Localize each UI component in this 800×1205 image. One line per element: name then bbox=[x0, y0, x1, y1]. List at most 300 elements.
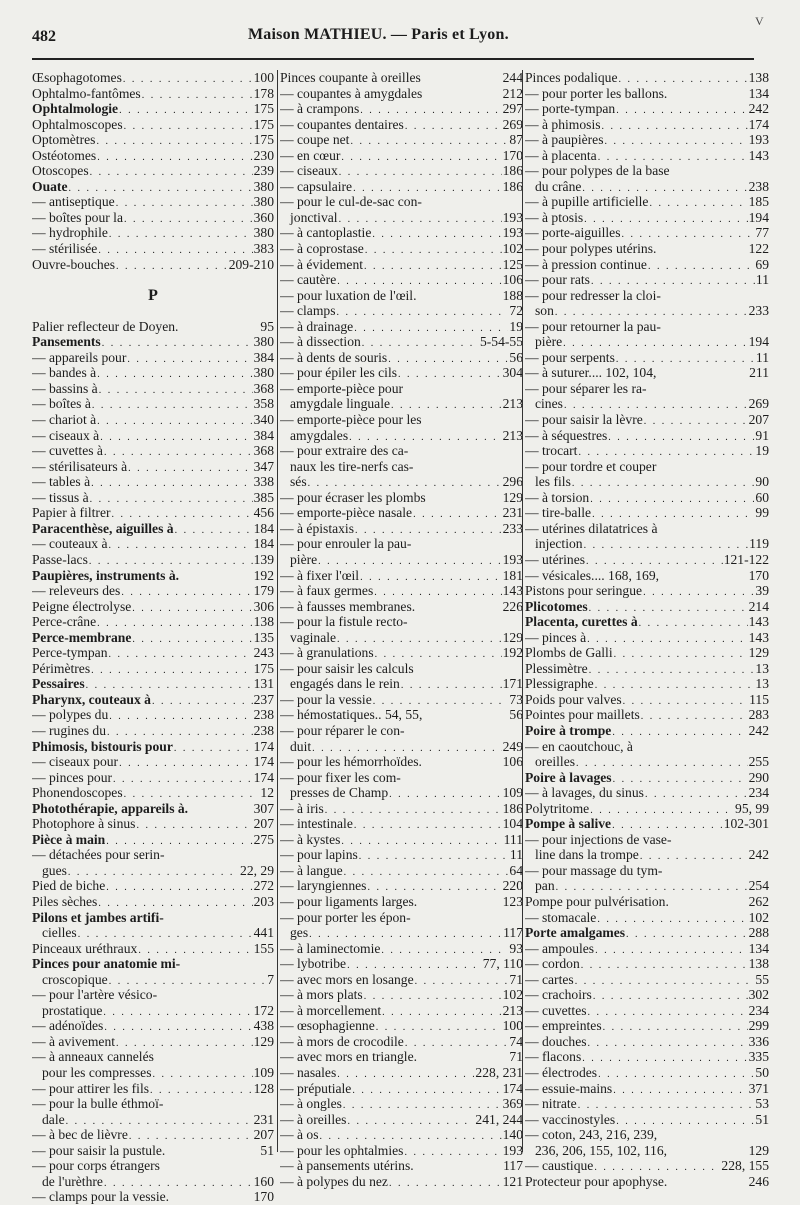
dot-leader bbox=[593, 1160, 720, 1174]
index-entry bbox=[280, 334, 523, 350]
index-entry bbox=[32, 599, 274, 615]
page-ref: 155 bbox=[253, 940, 274, 956]
index-entry bbox=[525, 583, 769, 599]
index-entry bbox=[280, 241, 523, 257]
page-ref: 122 bbox=[748, 241, 769, 257]
entry-term: — intestinale bbox=[280, 816, 353, 832]
entry-term: Palier reflecteur de Doyen. bbox=[32, 318, 179, 334]
dot-leader bbox=[404, 119, 502, 133]
entry-term: — à dents de souris bbox=[280, 349, 388, 365]
index-entry bbox=[525, 956, 769, 972]
index-entry bbox=[32, 536, 274, 552]
dot-leader bbox=[340, 150, 501, 164]
index-entry bbox=[525, 443, 769, 459]
dot-leader bbox=[366, 880, 501, 894]
entry-term: — pour tordre et couper bbox=[525, 458, 657, 474]
dot-leader bbox=[577, 1098, 755, 1112]
page-ref: 174 bbox=[253, 769, 274, 785]
index-entry bbox=[525, 194, 769, 210]
dot-leader bbox=[123, 787, 260, 801]
dot-leader bbox=[577, 445, 754, 459]
index-entry bbox=[525, 412, 769, 428]
page-ref: 234 bbox=[748, 1002, 769, 1018]
dot-leader bbox=[97, 243, 252, 257]
entry-term: Perce-membrane bbox=[32, 629, 132, 645]
entry-term: — porte-aiguilles bbox=[525, 225, 621, 241]
entry-term: — polypes du bbox=[32, 707, 109, 723]
dot-leader bbox=[338, 165, 502, 179]
index-entry bbox=[32, 614, 274, 630]
index-entry bbox=[525, 614, 769, 630]
entry-term: — pour saisir les calculs bbox=[280, 660, 414, 676]
entry-term: — coupantes dentaires bbox=[280, 116, 404, 132]
entry-term: — emporte-pièce nasale bbox=[280, 505, 413, 521]
index-entry bbox=[32, 832, 274, 848]
index-entry bbox=[32, 1158, 274, 1174]
index-entry bbox=[525, 350, 769, 366]
page-ref: 262 bbox=[748, 893, 769, 909]
dot-leader bbox=[352, 181, 502, 195]
page-ref: 230 bbox=[253, 147, 274, 163]
entry-term: Otoscopes bbox=[32, 163, 89, 179]
index-entry bbox=[32, 210, 274, 226]
dot-leader bbox=[390, 398, 502, 412]
index-columns bbox=[32, 70, 769, 1205]
page-ref: 244 bbox=[502, 70, 523, 85]
index-entry bbox=[280, 443, 523, 459]
dot-leader bbox=[604, 134, 748, 148]
entry-term: — pour injections de vase- bbox=[525, 831, 672, 847]
page-ref: 380 bbox=[253, 178, 274, 194]
index-entry bbox=[280, 225, 523, 241]
index-column-2 bbox=[277, 70, 523, 1189]
index-entry bbox=[280, 381, 523, 397]
dot-leader bbox=[613, 647, 748, 661]
dot-leader bbox=[105, 880, 252, 894]
index-entry bbox=[32, 661, 274, 677]
index-entry bbox=[525, 86, 769, 102]
page-ref: 336 bbox=[748, 1033, 769, 1049]
index-entry bbox=[32, 1143, 274, 1159]
index-entry bbox=[280, 319, 523, 335]
page-ref: 233 bbox=[502, 520, 523, 536]
dot-leader bbox=[108, 709, 252, 723]
dot-leader bbox=[346, 1114, 474, 1128]
index-entry bbox=[32, 645, 274, 661]
index-entry bbox=[32, 1081, 274, 1097]
index-entry bbox=[280, 676, 523, 692]
index-entry bbox=[280, 925, 523, 941]
entry-term: — à morcellement bbox=[280, 1002, 382, 1018]
page-ref: 384 bbox=[253, 349, 274, 365]
page-ref: 74 bbox=[509, 1033, 523, 1049]
index-entry bbox=[32, 86, 274, 102]
index-entry bbox=[280, 692, 523, 708]
entry-term: — boîtes à bbox=[32, 396, 91, 412]
page-ref: 358 bbox=[253, 396, 274, 412]
page-ref: 186 bbox=[502, 178, 523, 194]
index-entry bbox=[280, 257, 523, 273]
entry-term: Plessimètre bbox=[525, 660, 588, 676]
entry-term: — crachoirs bbox=[525, 987, 592, 1003]
index-entry bbox=[525, 101, 769, 117]
page-number: 482 bbox=[32, 28, 56, 45]
index-entry bbox=[32, 1049, 274, 1065]
index-entry bbox=[32, 381, 274, 397]
dot-leader bbox=[122, 72, 253, 86]
index-entry bbox=[280, 70, 523, 86]
index-entry bbox=[525, 536, 769, 552]
index-entry bbox=[32, 707, 274, 723]
page-ref: 178 bbox=[253, 85, 274, 101]
entry-term: — emporte-pièce pour bbox=[280, 380, 404, 396]
entry-term: prostatique bbox=[42, 1002, 103, 1018]
dot-leader bbox=[348, 430, 501, 444]
dot-leader bbox=[108, 647, 253, 661]
page-ref: 234 bbox=[748, 785, 769, 801]
entry-term: Ouate bbox=[32, 178, 68, 194]
dot-leader bbox=[372, 694, 509, 708]
index-entry bbox=[280, 583, 523, 599]
index-entry bbox=[32, 148, 274, 164]
page-ref: 11 bbox=[755, 349, 769, 365]
entry-term: injection bbox=[535, 536, 583, 552]
entry-term: — pour la bulle éthmoï- bbox=[32, 1096, 164, 1112]
page-ref: 193 bbox=[502, 225, 523, 241]
dot-leader bbox=[625, 927, 748, 941]
entry-term: — à dissection bbox=[280, 334, 361, 350]
entry-term: Pied de biche bbox=[32, 878, 106, 894]
index-entry bbox=[525, 754, 769, 770]
dot-leader bbox=[359, 570, 502, 584]
page-ref: 140 bbox=[502, 1127, 523, 1143]
entry-term: — à laminectomie bbox=[280, 940, 381, 956]
entry-term: amygdale linguale bbox=[290, 396, 391, 412]
entry-term: — œsophagienne bbox=[280, 1018, 375, 1034]
dot-leader bbox=[137, 943, 252, 957]
entry-term: — pour polypes de la base bbox=[525, 163, 670, 179]
dot-leader bbox=[647, 259, 754, 273]
page-ref: 184 bbox=[253, 536, 274, 552]
index-entry bbox=[280, 661, 523, 677]
index-entry bbox=[280, 179, 523, 195]
entry-term: Poire à trompe bbox=[525, 722, 612, 738]
index-entry bbox=[280, 614, 523, 630]
dot-leader bbox=[638, 616, 748, 630]
dot-leader bbox=[588, 663, 755, 677]
dot-leader bbox=[587, 1005, 748, 1019]
page-ref: 143 bbox=[748, 614, 769, 630]
entry-term: — avec mors en losange bbox=[280, 971, 414, 987]
index-entry bbox=[32, 894, 274, 910]
page-ref: 302 bbox=[748, 987, 769, 1003]
entry-term: — à iris bbox=[280, 800, 324, 816]
page-ref: 13 bbox=[755, 676, 769, 692]
entry-term: pan bbox=[535, 878, 555, 894]
entry-term: — pour corps étrangers bbox=[32, 1158, 160, 1174]
index-entry bbox=[280, 785, 523, 801]
dot-leader bbox=[414, 974, 509, 988]
entry-term: Œsophagotomes bbox=[32, 70, 122, 85]
index-entry bbox=[280, 194, 523, 210]
entry-term: — pour fixer les com- bbox=[280, 769, 401, 785]
index-entry bbox=[280, 645, 523, 661]
entry-term: — pour massage du tym- bbox=[525, 862, 663, 878]
index-entry bbox=[32, 70, 274, 86]
index-entry bbox=[32, 194, 274, 210]
entry-term: — pour retourner la pau- bbox=[525, 318, 661, 334]
dot-leader bbox=[349, 134, 508, 148]
index-entry bbox=[525, 1112, 769, 1128]
entry-term: Pistons pour seringue bbox=[525, 583, 643, 599]
index-entry bbox=[280, 1018, 523, 1034]
dot-leader bbox=[89, 492, 253, 506]
dot-leader bbox=[387, 352, 508, 366]
page-ref: 360 bbox=[253, 209, 274, 225]
index-entry bbox=[525, 878, 769, 894]
index-entry bbox=[280, 1049, 523, 1065]
page-ref: 100 bbox=[253, 70, 274, 85]
index-entry bbox=[280, 739, 523, 755]
index-entry bbox=[525, 785, 769, 801]
index-entry bbox=[32, 225, 274, 241]
dot-leader bbox=[120, 585, 252, 599]
dot-leader bbox=[149, 1083, 253, 1097]
index-entry bbox=[525, 179, 769, 195]
entry-term: — cautère bbox=[280, 272, 337, 288]
index-entry bbox=[525, 288, 769, 304]
entry-term: — à pansements utérins. bbox=[280, 1158, 414, 1174]
index-entry bbox=[525, 568, 769, 584]
page-ref: 340 bbox=[253, 412, 274, 428]
page-ref: 102 bbox=[748, 909, 769, 925]
index-entry bbox=[280, 801, 523, 817]
index-entry bbox=[280, 163, 523, 179]
entry-term: — à épistaxis bbox=[280, 520, 354, 536]
index-entry bbox=[525, 1096, 769, 1112]
index-entry bbox=[525, 910, 769, 926]
index-entry bbox=[525, 1003, 769, 1019]
entry-term: du crâne bbox=[535, 178, 582, 194]
dot-leader bbox=[602, 1020, 748, 1034]
index-entry bbox=[525, 163, 769, 179]
entry-term: — nitrate bbox=[525, 1096, 577, 1112]
page-ref: 226 bbox=[502, 598, 523, 614]
page-ref: 255 bbox=[748, 754, 769, 770]
page-ref: 246 bbox=[748, 1173, 769, 1189]
index-entry bbox=[525, 1018, 769, 1034]
entry-term: Placenta, curettes à bbox=[525, 614, 638, 630]
entry-term: jonctival bbox=[290, 209, 338, 225]
entry-term: — à kystes bbox=[280, 831, 341, 847]
index-entry bbox=[525, 661, 769, 677]
dot-leader bbox=[618, 72, 748, 86]
page-ref: 203 bbox=[253, 893, 274, 909]
page-ref: 138 bbox=[748, 956, 769, 972]
page-ref: 233 bbox=[748, 303, 769, 319]
entry-term: naux les tire-nerfs cas- bbox=[290, 458, 414, 474]
index-entry bbox=[525, 148, 769, 164]
index-entry bbox=[32, 692, 274, 708]
dot-leader bbox=[97, 896, 252, 910]
index-entry bbox=[525, 770, 769, 786]
entry-term: Perce-tympan bbox=[32, 645, 108, 661]
dot-leader bbox=[615, 1114, 754, 1128]
entry-term: — tables à bbox=[32, 474, 91, 490]
index-entry bbox=[280, 474, 523, 490]
entry-term: — à anneaux cannelés bbox=[32, 1049, 154, 1065]
dot-leader bbox=[88, 554, 253, 568]
index-entry bbox=[525, 381, 769, 397]
index-entry bbox=[280, 972, 523, 988]
page-ref: 99 bbox=[755, 505, 769, 521]
page-ref: 11 bbox=[509, 847, 523, 863]
page-ref: 385 bbox=[253, 489, 274, 505]
dot-leader bbox=[575, 756, 748, 770]
index-entry bbox=[280, 1065, 523, 1081]
page-ref: 213 bbox=[502, 427, 523, 443]
page-ref: 50 bbox=[755, 1065, 769, 1080]
entry-term: — pour l'artère vésico- bbox=[32, 987, 158, 1003]
dot-leader bbox=[103, 445, 253, 459]
dot-leader bbox=[615, 352, 755, 366]
dot-leader bbox=[597, 1067, 754, 1081]
page-ref: 384 bbox=[253, 427, 274, 443]
page-ref: 380 bbox=[253, 194, 274, 210]
entry-term: ges bbox=[290, 925, 309, 941]
page-ref: 95 bbox=[260, 318, 274, 334]
index-entry bbox=[32, 257, 274, 273]
dot-leader bbox=[388, 787, 501, 801]
index-entry bbox=[32, 1003, 274, 1019]
dot-leader bbox=[611, 725, 747, 739]
page-ref: 228, 231 bbox=[475, 1065, 523, 1080]
page-ref: 106 bbox=[502, 754, 523, 770]
index-entry bbox=[32, 1112, 274, 1128]
page-ref: 249 bbox=[502, 738, 523, 754]
dot-leader bbox=[103, 1020, 252, 1034]
dot-leader bbox=[594, 943, 748, 957]
entry-term: — électrodes bbox=[525, 1065, 598, 1080]
index-entry bbox=[525, 132, 769, 148]
index-entry bbox=[32, 443, 274, 459]
entry-term: Plessigraphe bbox=[525, 676, 594, 692]
dot-leader bbox=[85, 678, 253, 692]
dot-leader bbox=[643, 414, 748, 428]
index-entry bbox=[280, 396, 523, 412]
page-ref: 213 bbox=[502, 1002, 523, 1018]
page-ref: 220 bbox=[502, 878, 523, 894]
index-entry bbox=[525, 365, 769, 381]
page-ref: 175 bbox=[253, 116, 274, 132]
page-ref: 193 bbox=[502, 1142, 523, 1158]
page-ref: 456 bbox=[253, 505, 274, 521]
entry-term: — à phimosis bbox=[525, 116, 601, 132]
index-entry bbox=[525, 676, 769, 692]
index-entry bbox=[525, 801, 769, 817]
dot-leader bbox=[363, 259, 502, 273]
entry-term: — capsulaire bbox=[280, 178, 353, 194]
dot-leader bbox=[141, 88, 253, 102]
entry-term: — coton, 243, 216, 239, bbox=[525, 1127, 658, 1143]
page-ref: 19 bbox=[509, 318, 523, 334]
page-ref: 239 bbox=[253, 163, 274, 179]
dot-leader bbox=[607, 430, 754, 444]
entry-term: — cuvettes à bbox=[32, 443, 103, 459]
index-entry bbox=[32, 474, 274, 490]
page-ref: 71 bbox=[509, 1049, 523, 1065]
page-ref: 188 bbox=[502, 287, 523, 303]
page-ref: 143 bbox=[748, 629, 769, 645]
entry-term: Porte amalgames bbox=[525, 925, 626, 941]
page-ref: 192 bbox=[502, 645, 523, 661]
index-entry bbox=[280, 770, 523, 786]
dot-leader bbox=[90, 663, 252, 677]
index-entry bbox=[280, 832, 523, 848]
index-entry bbox=[280, 132, 523, 148]
page-ref: 290 bbox=[748, 769, 769, 785]
page-ref: 192 bbox=[253, 567, 274, 583]
dot-leader bbox=[363, 989, 502, 1003]
index-entry bbox=[280, 350, 523, 366]
page-ref: 91 bbox=[755, 427, 769, 443]
page-ref: 283 bbox=[748, 707, 769, 723]
index-entry bbox=[32, 1018, 274, 1034]
dot-leader bbox=[589, 492, 754, 506]
page-ref: 242 bbox=[748, 847, 769, 863]
dot-leader bbox=[90, 476, 252, 490]
index-entry bbox=[32, 863, 274, 879]
index-entry bbox=[32, 754, 274, 770]
entry-term: — à coprostase bbox=[280, 241, 364, 257]
entry-term: de l'urèthre bbox=[42, 1173, 103, 1189]
dot-leader bbox=[581, 181, 747, 195]
entry-term: — détachées pour serin- bbox=[32, 847, 165, 863]
index-entry bbox=[525, 894, 769, 910]
dot-leader bbox=[397, 367, 502, 381]
page-ref: 368 bbox=[253, 380, 274, 396]
page-ref: 12 bbox=[260, 785, 274, 801]
index-entry bbox=[280, 941, 523, 957]
index-entry bbox=[525, 505, 769, 521]
page-ref: 115 bbox=[749, 691, 769, 707]
page-ref: 194 bbox=[748, 334, 769, 350]
index-entry bbox=[32, 350, 274, 366]
dot-leader bbox=[380, 943, 508, 957]
page-ref: 175 bbox=[253, 132, 274, 148]
index-entry bbox=[525, 1127, 769, 1143]
dot-leader bbox=[412, 507, 502, 521]
page-ref: 129 bbox=[253, 1033, 274, 1049]
index-entry bbox=[32, 630, 274, 646]
entry-term: — antiseptique bbox=[32, 194, 115, 210]
page-ref: 185 bbox=[748, 194, 769, 210]
index-entry bbox=[280, 816, 523, 832]
entry-term: — pour épiler les cils bbox=[280, 365, 398, 381]
entry-term: — ciseaux à bbox=[32, 427, 100, 443]
dot-leader bbox=[590, 274, 755, 288]
entry-term: — en caoutchouc, à bbox=[525, 738, 633, 754]
entry-term: — stomacale bbox=[525, 909, 597, 925]
entry-term: — hydrophile bbox=[32, 225, 108, 241]
index-entry bbox=[525, 257, 769, 273]
index-entry bbox=[280, 412, 523, 428]
entry-term: — hémostatiques.. 54, 55, bbox=[280, 707, 423, 723]
dot-leader bbox=[68, 181, 253, 195]
entry-term: Pinceaux uréthraux bbox=[32, 940, 138, 956]
index-entry bbox=[280, 568, 523, 584]
page-ref: 100 bbox=[502, 1018, 523, 1034]
